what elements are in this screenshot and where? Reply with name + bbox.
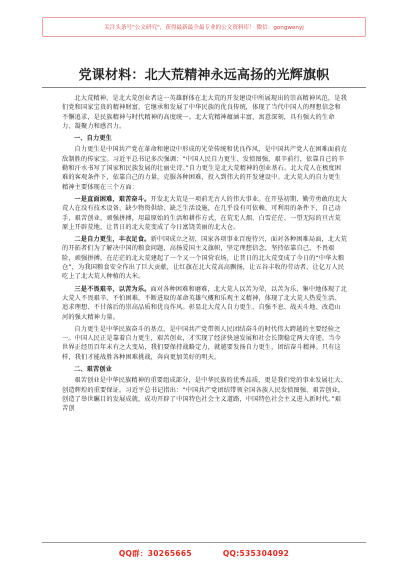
header-banner: [42, 17, 366, 37]
point-3-lead: 三是不畏艰辛，以苦为乐。: [74, 285, 151, 293]
document-body: [62, 94, 347, 414]
footer-qq: QQ:535304092: [222, 549, 290, 558]
footer-qq-group: QQ群：30265665: [118, 549, 192, 558]
point-2-text: 新中国成立之初，国家各项事业百废待兴，面对各种困难局面，北大荒的开拓者们为了解决中国的粮食问题，高扬爱国主义旗帜，坚定理想信念，坚持依靠自己，不畏艰险，顽强拼搏，在茫茫的北大荒建起了一个又一个国营农场，让昔日的北大荒变成了今日的“中华大粮仓”，为我国粮食安全作出了巨大贡献，让红旗在北大荒高高飘扬，让五谷丰收的劳动者，让亿万人民吃上了北大荒人种植的大米。: [62, 236, 347, 281]
section1-point-2: [62, 235, 347, 281]
section1-point-3: [62, 285, 347, 322]
footer: [0, 548, 408, 559]
section1-point-1: [62, 195, 347, 232]
title-divider: [42, 87, 366, 88]
section1-paragraph-2: 自力更生是中华民族奋斗的基点，是中国共产党带领人民团结奋斗的时代伟大跨越的主要经验之一。中国人民正是靠着自力更生，艰苦创业，才实现了经济快速发展和社会长期稳定两大奇迹。当今世界正经历百年未有之大变局，我们要保持战略定力，就越要发扬自力更生，团结奋斗精神。只有这样，我们才能战胜各种困难挑战，奔向更加美好的明天。: [62, 325, 341, 361]
point-1-lead: 一是直面困难，艰苦奋斗。: [74, 195, 151, 203]
banner-text: 关注头条号"公文研究"，获得最新最全最专业的公文资料库！ 微信：gongwenyj: [104, 25, 304, 31]
section-heading-1: 一、自力更生: [74, 135, 113, 143]
point-1-text: 开发北大荒是一项前无古人的伟大事业。在开垦初期，勤劳勇敢的北大荒人在没有技术设备、缺少物资供给、缺乏生活设施，在几乎没有可依赖、可利用的条件下，自己动手，艰苦创业，顽强拼搏，用最原始的生活和耕作方式，在荒无人烟、白雪茫茫、一望无际的亘古荒原上开辟荒地，让昔日的北大荒变成了今日富饶美丽的北大仓。: [62, 195, 347, 231]
footer-divider: [42, 542, 366, 543]
point-2-lead: 二是自力更生，丰衣足食。: [74, 236, 151, 244]
intro-paragraph: 北大荒精神，是北大荒创业者这一英雄群体在北大荒的开发建设中所展现出的崇高精神风范，是我们党和国家宝贵的精神财富，它继承和发展了中华民族的优良传统，体现了当代中国人的理想信念和不懈追求，是民族精神与时代精神的高度统一。北大荒精神蕴涵丰富，寓意深刻，具有强大的生命力、凝聚力和感召力。: [62, 95, 347, 130]
section1-paragraph-1: 自力更生是中国共产党在革命和建设中形成的光荣传统和优良作风，是中国共产党人在困难面前克敌制胜的传家宝。习近平总书记多次强调：“中国人民自力更生、发愤图强，艰辛前行，依靠自己的辛勤和汗水书写了国家和民族发展的壮丽史诗。”自力更生是北大荒精神的创业基石。北大荒人在极度困难的客观条件下，依靠自己的力量，克服各种困难，投入到伟大的开发建设中。北大荒人的自力更生精神主要体现在三个方面：: [62, 146, 347, 191]
point-3-text: 面对各种困难和磨难，北大荒人以苦为荣，以苦为乐，集中地体现了北大荒人不畏艰辛、不怕困难，不断进取的革命英雄气概和乐观主义精神，体现了北大荒人热爱生活、追求理想、不甘落后的崇高品质和优良作风。彰显北大荒人自力更生、自强不息、战天斗地、改造山河的强大精神力量。: [62, 285, 347, 321]
document-title: 党课材料：北大荒精神永远高扬的光辉旗帜: [78, 68, 330, 83]
section2-paragraph-1: 艰苦创业是中华民族精神的重要组成部分，是中华民族的优秀品质，更是我们党的事业发展壮大、创造辉煌的重要保证。习近平总书记指出：“中国共产党团结带领全国各族人民发愤图强、艰苦创业，创造了举世瞩目的发展成就，成功开辟了中国特色社会主义道路，中国特色社会主义进入新时代。”艰苦创: [62, 377, 347, 413]
section-heading-2: 二、艰苦创业: [74, 366, 113, 374]
